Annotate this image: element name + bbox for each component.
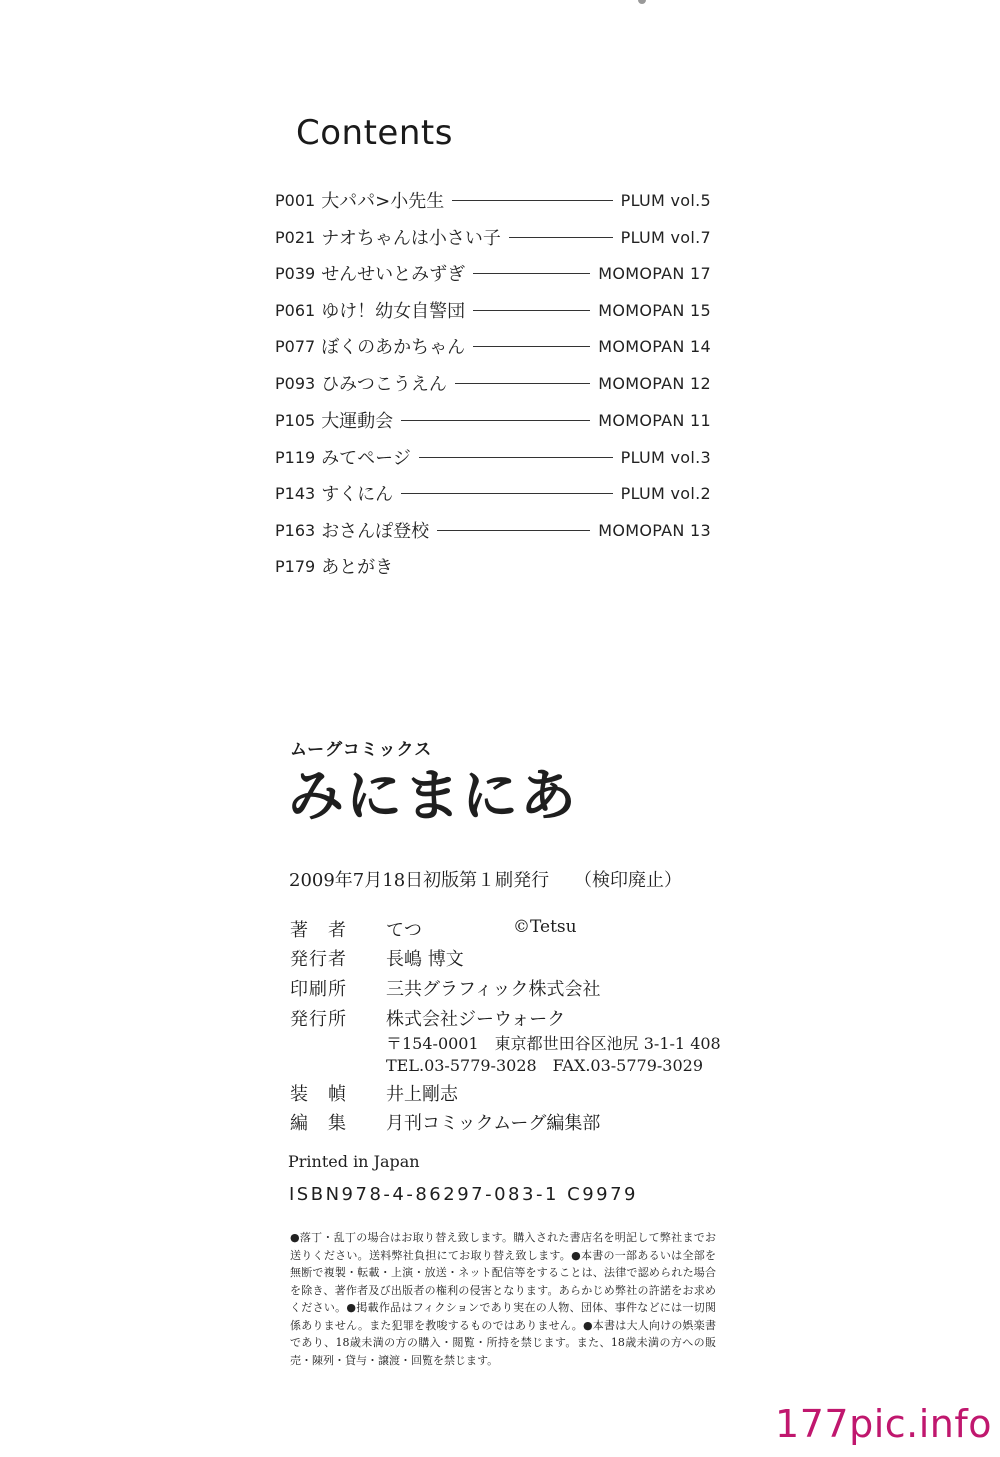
toc-story-title: みてページ xyxy=(321,448,411,469)
toc-page-number: P119 xyxy=(275,447,316,467)
toc-source: MOMOPAN 15 xyxy=(598,300,711,320)
toc-page-number: P163 xyxy=(275,520,316,540)
toc-story-title: おさんぽ登校 xyxy=(321,521,430,542)
toc-source: PLUM vol.5 xyxy=(620,190,711,210)
toc-leader-line xyxy=(473,346,590,347)
publisher-person: 長嶋 博文 xyxy=(386,949,464,970)
toc-entry xyxy=(275,224,711,250)
toc-story-title: ひみつこうえん xyxy=(321,374,447,395)
watermark-link[interactable]: 177pic.info xyxy=(775,1402,992,1446)
contents-heading: Contents xyxy=(296,113,453,153)
legal-notice: ●落丁・乱丁の場合はお取り替え致します。購入された書店名を明記して弊社までお送りください。送料弊社負担にてお取り替え致します。●本書の一部あるいは全部を無断で複製・転載・上演・放送・ネット配信等をすることは、法律で認められた場合を除き、著作者及び出版者の権利の侵害となります。あらかじめ弊社の許諾をお求めください。●掲載作品はフィクションであり実在の人物、団体、事件などには一切関係ありません。また犯罪を教唆するものではありません。●本書は大人向けの娯楽書であり、18歳未満の方の購入・閲覧・所持を禁じます。また、18歳未満の方への販売・陳列・貸与・譲渡・回覧を禁じます。 xyxy=(290,1231,716,1367)
isbn: ISBN978-4-86297-083-1 C9979 xyxy=(289,1184,639,1205)
toc-entry xyxy=(275,480,711,506)
publisher-label: 発行所 xyxy=(290,1009,347,1030)
toc-source: MOMOPAN 11 xyxy=(598,410,711,430)
toc-entry xyxy=(275,553,393,579)
publisher-phone: TEL.03-5779-3028 FAX.03-5779-3029 xyxy=(386,1056,704,1075)
toc-page-number: P061 xyxy=(275,300,316,320)
author-label: 著 者 xyxy=(290,920,347,941)
toc-page-number: P021 xyxy=(275,227,316,247)
toc-story-title: ゆけ！幼女自警団 xyxy=(321,301,466,322)
copyright-notice: ©Tetsu xyxy=(513,917,577,937)
designer-name: 井上剛志 xyxy=(386,1084,458,1105)
toc-entry xyxy=(275,517,711,543)
toc-story-title: 大運動会 xyxy=(321,411,394,432)
toc-entry xyxy=(275,370,711,396)
author-name: てつ xyxy=(386,920,422,941)
toc-page-number: P179 xyxy=(275,556,316,576)
toc-leader-line xyxy=(473,310,590,311)
toc-leader-line xyxy=(401,493,612,494)
editor-label: 編 集 xyxy=(290,1113,347,1134)
publication-date: 2009年7月18日初版第１刷発行 xyxy=(289,870,550,891)
toc-page-number: P105 xyxy=(275,410,316,430)
toc-story-title: 大パパ>小先生 xyxy=(321,191,445,212)
toc-entry xyxy=(275,260,711,286)
toc-source: PLUM vol.3 xyxy=(620,447,711,467)
book-title: みにまにあ xyxy=(288,764,578,829)
toc-page-number: P093 xyxy=(275,373,316,393)
editor-name: 月刊コミックムーグ編集部 xyxy=(386,1113,601,1134)
publisher-person-label: 発行者 xyxy=(290,949,347,970)
toc-leader-line xyxy=(452,200,612,201)
design-label: 装 幀 xyxy=(290,1084,347,1105)
series-name: ムーグコミックス xyxy=(290,740,433,760)
toc-leader-line xyxy=(437,530,590,531)
toc-entry xyxy=(275,187,711,213)
toc-entry xyxy=(275,297,711,323)
toc-page-number: P039 xyxy=(275,263,316,283)
toc-page-number: P001 xyxy=(275,190,316,210)
toc-source: MOMOPAN 14 xyxy=(598,336,711,356)
toc-source: PLUM vol.7 xyxy=(620,227,711,247)
toc-leader-line xyxy=(419,457,613,458)
toc-source: MOMOPAN 12 xyxy=(598,373,711,393)
publisher-name: 株式会社ジーウォーク xyxy=(386,1009,566,1030)
toc-story-title: あとがき xyxy=(321,557,394,578)
toc-leader-line xyxy=(509,237,613,238)
toc-entry xyxy=(275,407,711,433)
printed-in: Printed in Japan xyxy=(288,1152,420,1171)
seal-note: （検印廃止） xyxy=(574,870,682,891)
toc-source: PLUM vol.2 xyxy=(620,483,711,503)
toc-source: MOMOPAN 17 xyxy=(598,263,711,283)
toc-entry xyxy=(275,333,711,359)
toc-story-title: せんせいとみずぎ xyxy=(321,264,466,285)
page-edge-mark xyxy=(638,0,646,4)
toc-story-title: すくにん xyxy=(321,484,394,505)
printer-label: 印刷所 xyxy=(290,979,347,1000)
toc-story-title: ナオちゃんは小さい子 xyxy=(321,228,501,249)
toc-source: MOMOPAN 13 xyxy=(598,520,711,540)
toc-leader-line xyxy=(455,383,590,384)
toc-entry xyxy=(275,444,711,470)
toc-story-title: ぼくのあかちゃん xyxy=(321,337,466,358)
printer-name: 三共グラフィック株式会社 xyxy=(386,979,601,1000)
publisher-address: 〒154-0001 東京都世田谷区池尻 3-1-1 408 xyxy=(386,1034,721,1053)
toc-page-number: P143 xyxy=(275,483,316,503)
toc-leader-line xyxy=(401,420,590,421)
toc-leader-line xyxy=(473,273,590,274)
toc-page-number: P077 xyxy=(275,336,316,356)
